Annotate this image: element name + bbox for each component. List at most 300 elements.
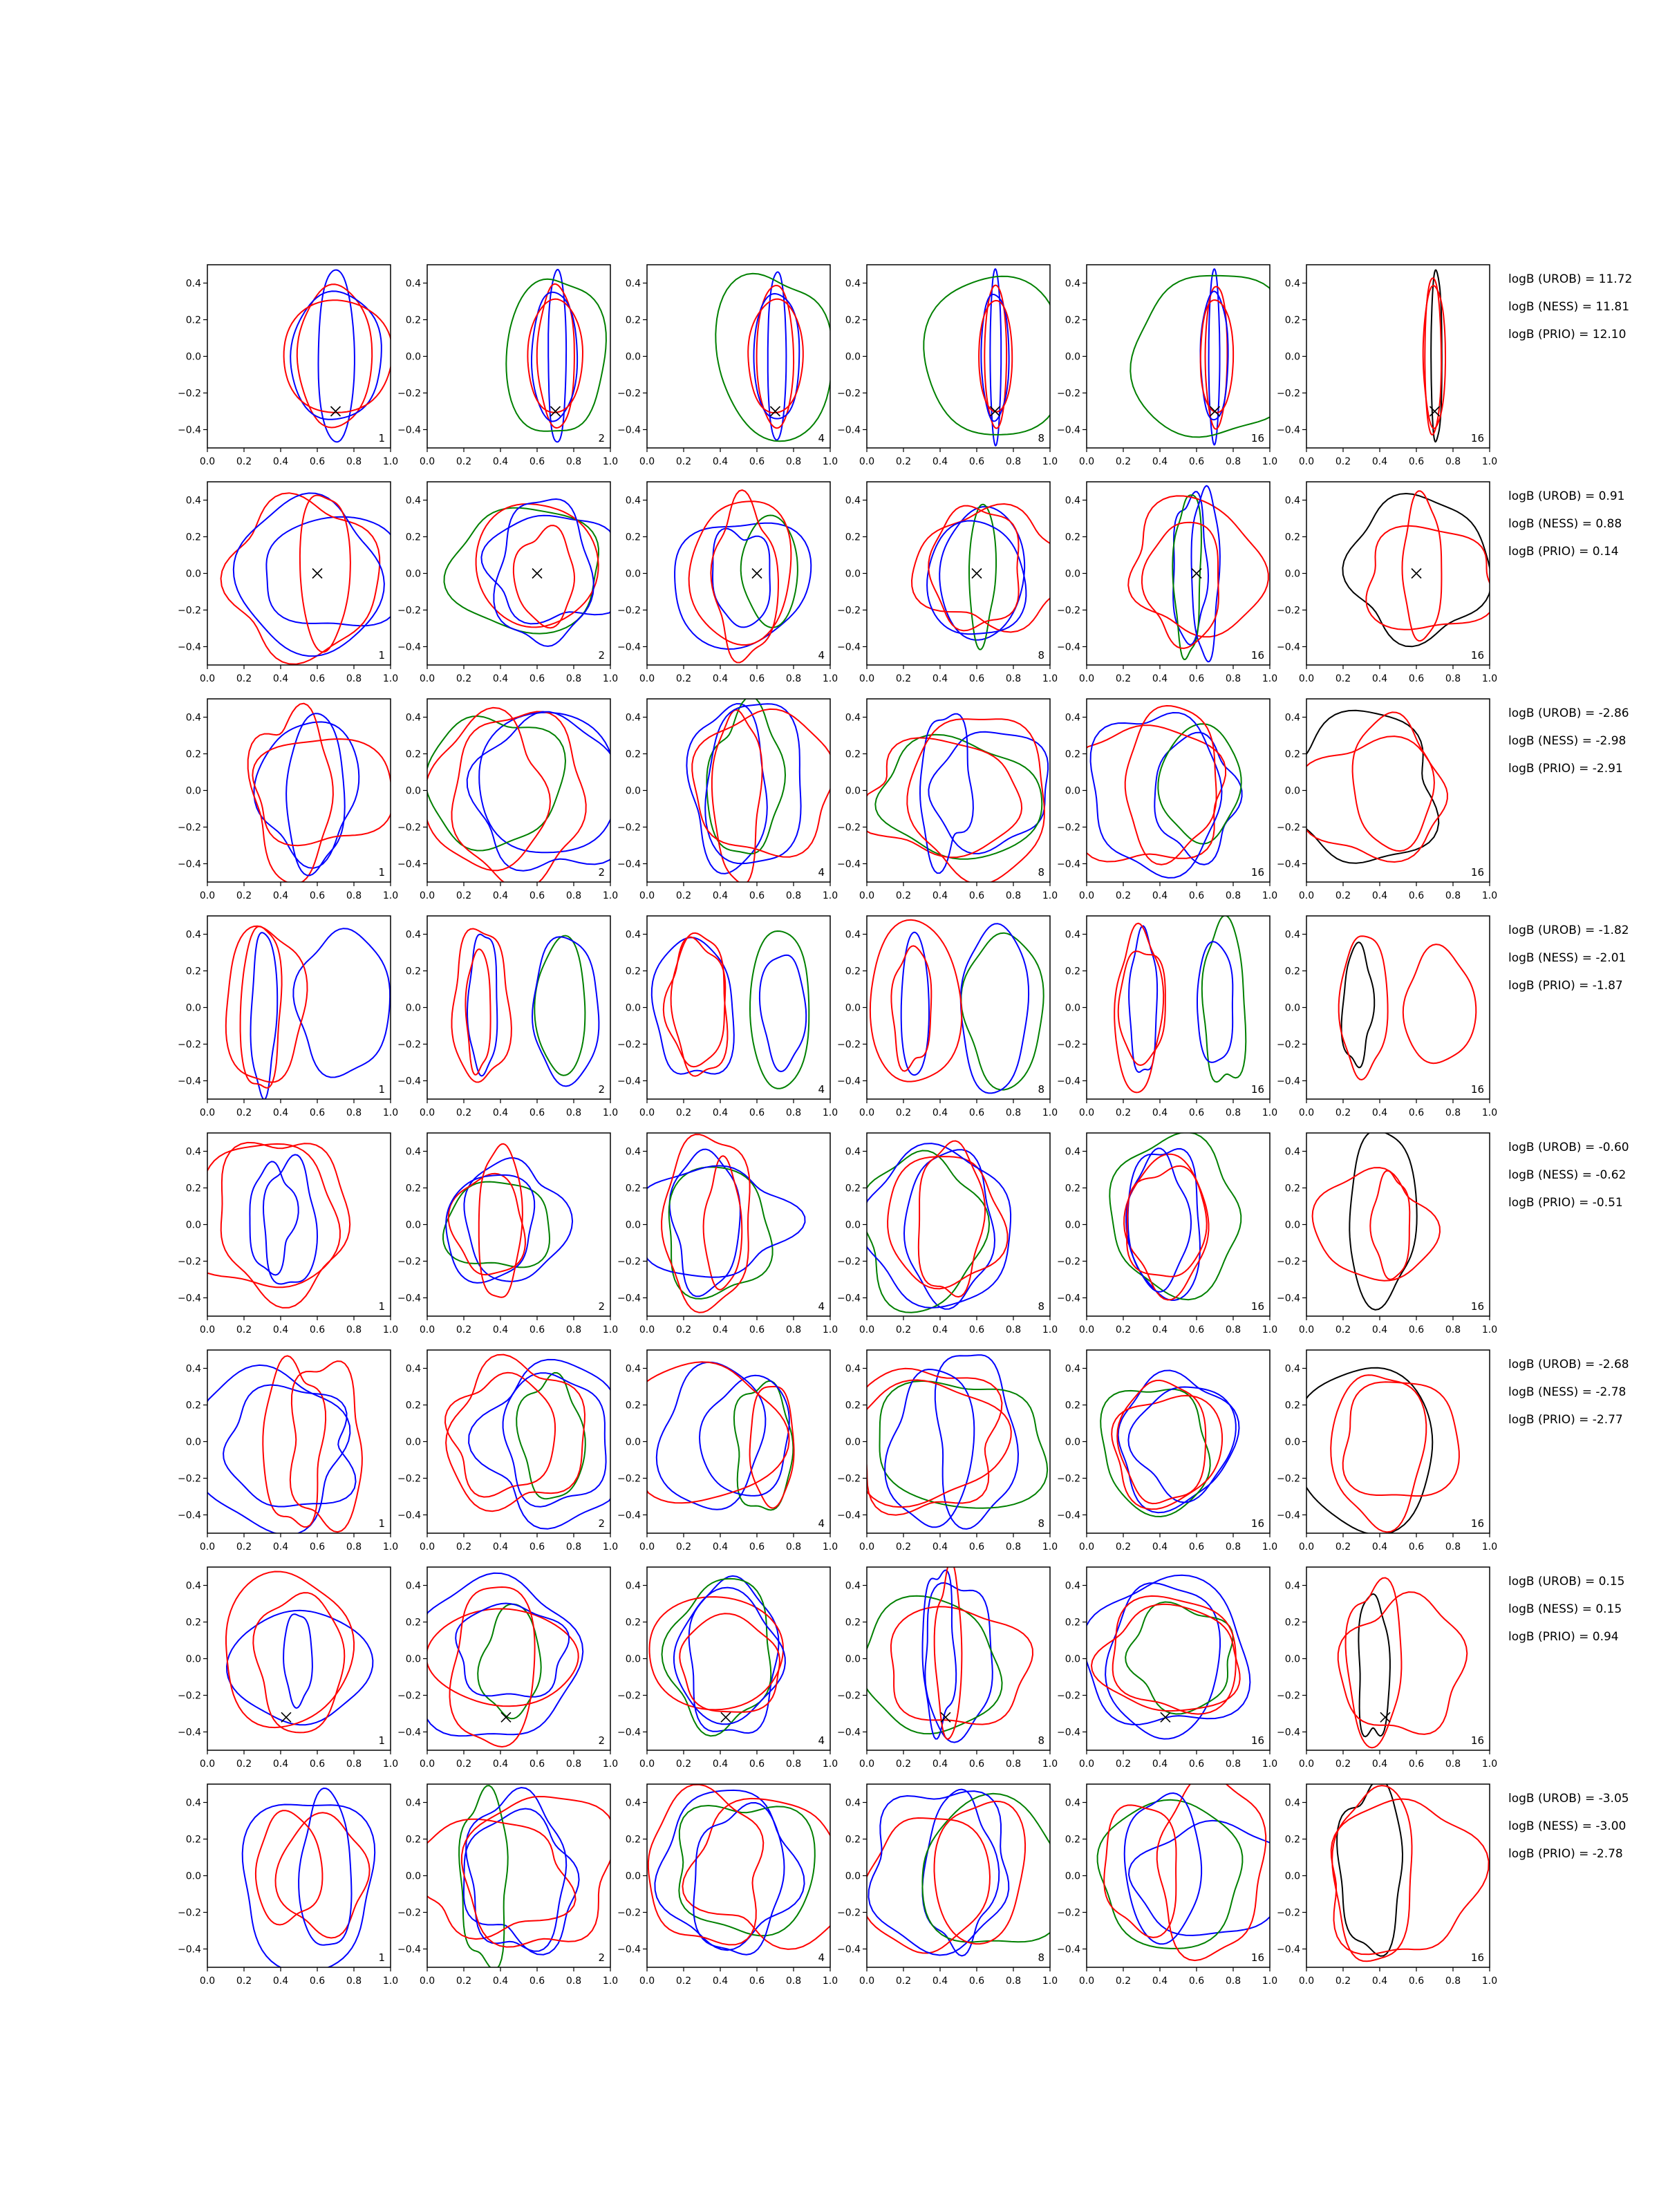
panel-label: 1 [378,1951,385,1964]
panel-r1-c5 [1057,265,1277,467]
panel-label: 8 [1038,1951,1044,1964]
x-tick-label: 0.0 [1078,890,1095,901]
x-tick-label: 1.0 [602,1976,619,1987]
y-tick-label: −0.4 [178,1944,201,1956]
y-tick-label: 0.0 [625,1653,641,1665]
truth-marker [972,569,982,579]
y-tick-label: −0.2 [837,1690,861,1702]
logb-annotation-row6: logB (NESS) = -2.78 [1508,1385,1627,1399]
y-tick-label: −0.2 [837,1473,861,1485]
y-tick-label: −0.2 [1277,1473,1300,1485]
x-tick-label: 0.8 [1445,1324,1461,1335]
y-tick-label: −0.4 [1057,1076,1080,1087]
contour-reference [1349,1131,1416,1310]
contour-ness [962,933,1044,1090]
y-tick-label: 0.4 [1284,1580,1300,1592]
y-tick-label: −0.4 [617,1293,641,1304]
panel-label: 1 [378,866,385,879]
y-tick-label: 0.0 [185,1002,201,1014]
y-tick-label: −0.4 [837,1293,861,1304]
y-tick-label: 0.0 [1284,568,1300,580]
x-tick-label: 0.4 [1371,673,1388,684]
x-tick-label: 0.2 [675,890,692,901]
y-tick-label: 0.0 [845,1002,861,1014]
x-tick-label: 1.0 [1042,1324,1058,1335]
x-tick-label: 0.4 [712,673,729,684]
y-tick-label: 0.0 [1065,351,1080,363]
x-tick-label: 0.4 [712,1324,729,1335]
panel-r6-c5 [1057,1350,1277,1553]
y-tick-label: 0.4 [405,712,421,724]
x-tick-label: 1.0 [382,1759,399,1770]
x-tick-label: 0.6 [749,1759,765,1770]
x-tick-label: 0.2 [895,890,912,901]
x-tick-label: 0.0 [1298,1541,1315,1553]
x-tick-label: 0.0 [419,673,435,684]
y-tick-label: 0.2 [1065,1617,1080,1629]
y-tick-label: 0.4 [1284,1797,1300,1809]
y-tick-label: 0.2 [1284,315,1300,326]
y-tick-label: 0.0 [845,785,861,797]
y-tick-label: 0.2 [405,315,421,326]
logb-annotation-row6: logB (PRIO) = -2.77 [1508,1413,1623,1427]
y-tick-label: −0.2 [397,605,421,617]
x-tick-label: 0.8 [565,1759,582,1770]
contour-urob [928,732,1048,854]
x-tick-label: 0.4 [1152,1976,1168,1987]
x-tick-label: 0.6 [1188,1324,1205,1335]
x-tick-label: 1.0 [822,1759,838,1770]
contour-reference [1337,1782,1403,1956]
contour-prio [935,1565,962,1739]
panel-label: 1 [378,1300,385,1313]
y-tick-label: −0.2 [837,1256,861,1268]
y-tick-label: −0.4 [1277,1076,1300,1087]
y-tick-label: 0.2 [845,1400,861,1412]
y-tick-label: −0.4 [1277,641,1300,653]
axes-frame [1306,482,1490,665]
y-tick-label: 0.4 [845,495,861,507]
x-tick-label: 0.0 [639,1759,655,1770]
truth-marker [1412,569,1421,579]
panel-label: 16 [1250,649,1264,662]
x-tick-label: 0.8 [1005,890,1022,901]
x-tick-label: 1.0 [1481,890,1498,901]
x-tick-label: 1.0 [1481,1759,1498,1770]
y-tick-label: 0.2 [185,532,201,543]
contour-prio [1403,491,1442,641]
x-tick-label: 0.4 [272,673,289,684]
logb-annotation-row2: logB (UROB) = 0.91 [1508,489,1625,503]
y-tick-label: −0.2 [178,1690,201,1702]
x-tick-label: 0.0 [199,1541,216,1553]
y-tick-label: −0.4 [1057,1944,1080,1956]
axes-frame [647,1133,830,1316]
panel-r4-c6 [1277,916,1497,1118]
x-tick-label: 0.4 [932,1107,948,1118]
x-tick-label: 0.6 [1408,1976,1425,1987]
y-tick-label: 0.0 [625,785,641,797]
y-tick-label: 0.2 [625,1183,641,1194]
y-tick-label: −0.2 [837,1039,861,1051]
y-tick-label: 0.0 [625,1219,641,1231]
x-tick-label: 0.6 [529,456,545,467]
x-tick-label: 0.8 [1005,1324,1022,1335]
x-tick-label: 1.0 [602,1324,619,1335]
x-tick-label: 0.4 [272,1541,289,1553]
x-tick-label: 0.8 [346,1107,362,1118]
x-tick-label: 0.4 [1152,1324,1168,1335]
y-tick-label: 0.2 [185,315,201,326]
x-tick-label: 0.8 [1445,1976,1461,1987]
y-tick-label: −0.4 [397,1727,421,1738]
panel-r1-c3 [617,265,838,467]
panel-label: 16 [1250,1951,1264,1964]
y-tick-label: −0.2 [178,1039,201,1051]
panel-label: 8 [1038,432,1044,444]
y-tick-label: −0.4 [1057,1510,1080,1521]
x-tick-label: 0.6 [309,890,326,901]
panel-label: 16 [1250,1517,1264,1530]
y-tick-label: −0.2 [397,1473,421,1485]
contour-urob [464,1809,579,1955]
y-tick-label: −0.4 [1057,424,1080,436]
panel-r1-c6 [1277,265,1497,467]
x-tick-label: 0.2 [456,1541,472,1553]
x-tick-label: 0.4 [1371,1541,1388,1553]
panel-r7-c3 [617,1567,838,1770]
logb-annotation-row3: logB (NESS) = -2.98 [1508,734,1627,748]
contour-urob [1128,1387,1235,1503]
x-tick-label: 0.8 [1225,890,1241,901]
y-tick-label: 0.2 [405,966,421,977]
x-tick-label: 0.0 [199,1324,216,1335]
x-tick-label: 0.2 [1115,1324,1132,1335]
y-tick-label: −0.2 [397,1256,421,1268]
y-tick-label: 0.2 [845,1834,861,1846]
logb-annotation-row1: logB (UROB) = 11.72 [1508,272,1633,286]
axes-frame [207,1133,391,1316]
axes-frame [647,699,830,882]
x-tick-label: 1.0 [602,890,619,901]
x-tick-label: 1.0 [1042,673,1058,684]
x-tick-label: 0.2 [456,456,472,467]
x-tick-label: 0.8 [785,456,802,467]
x-tick-label: 0.0 [639,673,655,684]
contour-prio [1343,1382,1459,1496]
x-tick-label: 0.0 [1298,1107,1315,1118]
x-tick-label: 0.8 [1005,1759,1022,1770]
y-tick-label: −0.2 [837,388,861,400]
axes-frame [1306,1350,1490,1533]
y-tick-label: −0.2 [1057,1473,1080,1485]
y-tick-label: 0.2 [1065,532,1080,543]
panel-r8-c3 [617,1784,838,1987]
x-tick-label: 0.4 [272,1976,289,1987]
panel-r2-c2 [397,482,618,684]
x-tick-label: 1.0 [1042,890,1058,901]
x-tick-label: 0.8 [785,673,802,684]
x-tick-label: 0.2 [675,1976,692,1987]
x-tick-label: 1.0 [1481,1976,1498,1987]
y-tick-label: 0.4 [625,1580,641,1592]
x-tick-label: 0.6 [1408,456,1425,467]
panel-r8-c5 [1057,1782,1277,1987]
x-tick-label: 0.2 [675,1324,692,1335]
x-tick-label: 0.6 [968,673,985,684]
y-tick-label: 0.4 [1065,1580,1080,1592]
y-tick-label: 0.4 [625,1797,641,1809]
contour-urob [467,935,497,1076]
y-tick-label: 0.0 [405,568,421,580]
x-tick-label: 1.0 [602,456,619,467]
x-tick-label: 0.8 [1225,456,1241,467]
x-tick-label: 1.0 [602,673,619,684]
y-tick-label: 0.0 [1284,1436,1300,1448]
x-tick-label: 0.4 [492,673,509,684]
x-tick-label: 0.4 [492,1976,509,1987]
panel-label: 2 [598,1734,605,1747]
x-tick-label: 1.0 [382,1324,399,1335]
y-tick-label: −0.2 [1277,388,1300,400]
y-tick-label: 0.2 [845,749,861,760]
x-tick-label: 1.0 [382,673,399,684]
axes-frame [867,916,1050,1099]
x-tick-label: 0.6 [749,456,765,467]
y-tick-label: −0.2 [1277,605,1300,617]
x-tick-label: 0.4 [272,1324,289,1335]
y-tick-label: −0.4 [1057,1727,1080,1738]
panel-r7-c4 [837,1565,1058,1770]
contour-reference [1304,1368,1432,1535]
y-tick-label: 0.4 [1065,1146,1080,1158]
y-tick-label: 0.2 [405,532,421,543]
x-tick-label: 0.2 [456,673,472,684]
x-tick-label: 0.2 [1335,456,1351,467]
panel-r5-c5 [1057,1132,1277,1335]
panel-label: 4 [818,1951,825,1964]
y-tick-label: 0.0 [405,1871,421,1882]
panel-r8-c6 [1277,1782,1497,1987]
y-tick-label: −0.4 [178,859,201,870]
x-tick-label: 0.4 [1371,456,1388,467]
y-tick-label: −0.4 [837,859,861,870]
x-tick-label: 0.2 [1335,890,1351,901]
x-tick-label: 0.8 [1005,1541,1022,1553]
y-tick-label: 0.2 [1065,1400,1080,1412]
panel-label: 16 [1250,1734,1264,1747]
y-tick-label: 0.0 [1284,1002,1300,1014]
y-tick-label: 0.2 [845,532,861,543]
x-tick-label: 0.0 [1078,1324,1095,1335]
y-tick-label: −0.4 [178,1076,201,1087]
axes-frame [647,1350,830,1533]
logb-annotation-row7: logB (NESS) = 0.15 [1508,1602,1622,1616]
y-tick-label: 0.0 [1065,1219,1080,1231]
x-tick-label: 0.2 [236,1107,252,1118]
y-tick-label: 0.4 [1065,712,1080,724]
x-tick-label: 0.8 [1225,1759,1241,1770]
x-tick-label: 0.2 [1115,1107,1132,1118]
x-tick-label: 0.6 [309,1759,326,1770]
y-tick-label: 0.2 [185,1834,201,1846]
x-tick-label: 0.4 [1152,1759,1168,1770]
x-tick-label: 0.8 [565,1324,582,1335]
panel-r3-c1 [178,699,398,901]
contour-reference [1304,711,1438,863]
y-tick-label: −0.2 [178,1907,201,1919]
y-tick-label: 0.2 [625,1617,641,1629]
y-tick-label: −0.4 [837,1727,861,1738]
logb-annotation-row8: logB (NESS) = -3.00 [1508,1819,1627,1833]
contour-ness [865,1151,989,1313]
x-tick-label: 0.2 [1335,1976,1351,1987]
panel-label: 8 [1038,649,1044,662]
x-tick-label: 1.0 [1262,673,1278,684]
x-tick-label: 0.0 [859,456,875,467]
panel-r3-c4 [837,699,1058,901]
y-tick-label: 0.2 [845,1183,861,1194]
panel-label: 1 [378,432,385,444]
x-tick-label: 0.0 [419,1976,435,1987]
x-tick-label: 0.8 [785,890,802,901]
y-tick-label: −0.4 [178,641,201,653]
x-tick-label: 0.0 [419,1107,435,1118]
x-tick-label: 0.4 [1371,1324,1388,1335]
y-tick-label: 0.2 [845,1617,861,1629]
x-tick-label: 0.0 [639,1541,655,1553]
y-tick-label: −0.2 [397,1039,421,1051]
y-tick-label: 0.2 [1284,1183,1300,1194]
x-tick-label: 0.8 [565,1541,582,1553]
y-tick-label: 0.4 [1284,495,1300,507]
y-tick-label: −0.4 [1057,859,1080,870]
x-tick-label: 0.4 [1152,890,1168,901]
y-tick-label: 0.4 [845,278,861,290]
y-tick-label: 0.0 [185,1653,201,1665]
panel-r4-c5 [1057,916,1277,1119]
contour-ness [506,279,606,431]
contour-urob [283,1614,312,1708]
contour-prio [1331,1375,1426,1532]
y-tick-label: 0.0 [845,351,861,363]
logb-annotation-row5: logB (NESS) = -0.62 [1508,1168,1627,1182]
x-tick-label: 0.6 [968,1107,985,1118]
contour-prio [662,1134,750,1313]
x-tick-label: 0.2 [675,1107,692,1118]
x-tick-label: 0.0 [1298,673,1315,684]
x-tick-label: 0.2 [895,1759,912,1770]
panel-r2-c4 [837,482,1058,684]
y-tick-label: −0.4 [837,1076,861,1087]
x-tick-label: 0.0 [859,1541,875,1553]
contour-urob [456,1604,569,1697]
x-tick-label: 0.0 [199,890,216,901]
y-tick-label: −0.4 [178,424,201,436]
y-tick-label: −0.2 [178,1256,201,1268]
x-tick-label: 0.0 [1078,1976,1095,1987]
axes-frame [1087,482,1270,665]
y-tick-label: −0.4 [837,1944,861,1956]
y-tick-label: −0.2 [178,1473,201,1485]
y-tick-label: 0.2 [1284,1400,1300,1412]
y-tick-label: −0.2 [1057,1690,1080,1702]
y-tick-label: 0.2 [625,1834,641,1846]
y-tick-label: 0.4 [185,1363,201,1375]
x-tick-label: 0.2 [675,1759,692,1770]
panel-r2-c1 [178,482,398,684]
x-tick-label: 0.0 [1298,456,1315,467]
y-tick-label: 0.0 [185,568,201,580]
x-tick-label: 0.8 [785,1324,802,1335]
x-tick-label: 0.0 [1078,1107,1095,1118]
y-tick-label: −0.4 [397,859,421,870]
y-tick-label: −0.4 [1277,1727,1300,1738]
panel-label: 2 [598,1300,605,1313]
panel-label: 16 [1250,1083,1264,1096]
truth-marker [331,406,341,416]
y-tick-label: 0.2 [185,1617,201,1629]
x-tick-label: 0.2 [1335,1107,1351,1118]
x-tick-label: 1.0 [382,1541,399,1553]
truth-marker [501,1712,511,1722]
logb-annotation-row2: logB (PRIO) = 0.14 [1508,545,1619,559]
y-tick-label: −0.4 [617,859,641,870]
y-tick-label: −0.4 [397,641,421,653]
truth-marker [532,569,542,579]
y-tick-label: 0.0 [1284,785,1300,797]
x-tick-label: 0.8 [1445,890,1461,901]
x-tick-label: 0.0 [199,456,216,467]
logb-annotation-row8: logB (UROB) = -3.05 [1508,1792,1629,1806]
x-tick-label: 0.2 [1115,456,1132,467]
contour-prio [1142,523,1219,648]
x-tick-label: 0.4 [492,1541,509,1553]
x-tick-label: 0.6 [309,673,326,684]
x-tick-label: 0.2 [1115,890,1132,901]
contour-ness [1158,724,1241,844]
x-tick-label: 0.8 [346,673,362,684]
y-tick-label: −0.2 [178,822,201,834]
x-tick-label: 1.0 [382,1107,399,1118]
y-tick-label: 0.4 [845,929,861,941]
y-tick-label: −0.2 [1277,1907,1300,1919]
logb-annotation-row3: logB (UROB) = -2.86 [1508,706,1629,720]
contour-prio [446,1355,585,1512]
x-tick-label: 0.4 [1371,1107,1388,1118]
panel-label: 1 [378,1517,385,1530]
contour-prio [449,1174,525,1275]
logb-annotation-row4: logB (UROB) = -1.82 [1508,924,1629,937]
logb-annotation-row7: logB (PRIO) = 0.94 [1508,1630,1619,1644]
x-tick-label: 1.0 [1262,1759,1278,1770]
y-tick-label: 0.4 [185,1146,201,1158]
y-tick-label: 0.2 [625,966,641,977]
x-tick-label: 0.4 [932,673,948,684]
x-tick-label: 0.6 [309,1976,326,1987]
x-tick-label: 0.8 [785,1976,802,1987]
contour-urob [923,1571,957,1739]
contour-prio [445,1373,555,1497]
x-tick-label: 0.2 [236,890,252,901]
y-tick-label: −0.2 [837,605,861,617]
y-tick-label: −0.2 [1057,388,1080,400]
y-tick-label: 0.0 [845,1871,861,1882]
y-tick-label: 0.0 [405,351,421,363]
x-tick-label: 0.8 [1445,673,1461,684]
contour-prio [689,501,791,645]
panel-r3-c6 [1277,699,1497,901]
